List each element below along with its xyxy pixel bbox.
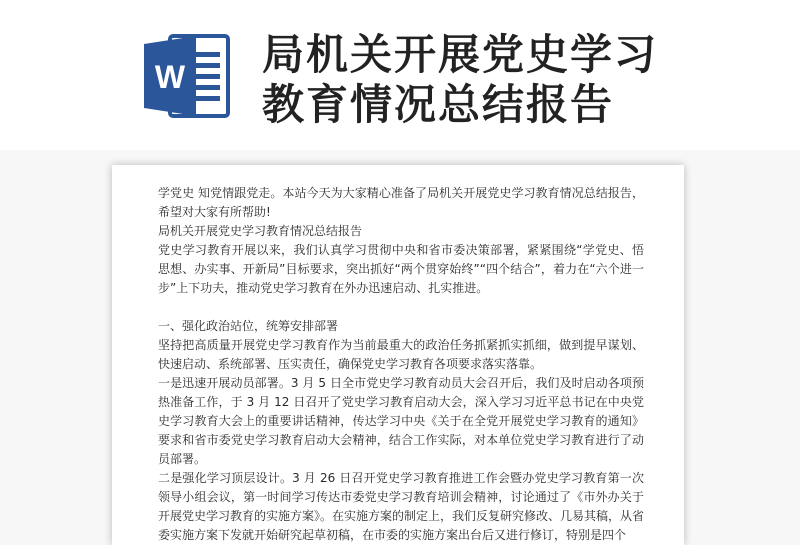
word-icon-letter: W [154,59,186,95]
document-heading: 局机关开展党史学习教育情况总结报告 [158,224,363,238]
page-title [262,30,762,130]
word-document-icon [140,30,232,122]
title-line-2: 教育情况总结报告 [262,80,615,129]
body-paragraph: 一是迅速开展动员部署。3 月 5 日全市党史学习教育动员大会召开后，我们及时启动各项预热准备工作，于 3 月 12 日召开了党史学习教育启动大会，深入学习习近平总书记在中央党史学习教育大会上的重要讲话精神，传达学习中央《关于在全党开展党史学习教育的通知》要求和省市委党史学习教育启动大会精神，结合工作实际，对本单位党史学习教育进行了动员部署。 [158,376,644,466]
document-body [158,184,644,545]
body-paragraph: 党史学习教育开展以来，我们认真学习贯彻中央和省市委决策部署，紧紧围绕“学党史、悟思想、办实事、开新局”目标要求，突出抓好“两个贯穿始终”“四个结合”，着力在“六个进一步”上下功夫，推动党史学习教育在外办迅速启动、扎实推进。 [158,243,644,295]
header-banner [0,0,800,150]
section-heading: 一、强化政治站位，统筹安排部署 [158,319,339,333]
document-page [112,165,684,545]
intro-paragraph: 学党史 知党情跟党走。本站今天为大家精心准备了局机关开展党史学习教育情况总结报告，希望对大家有所帮助! [158,186,644,219]
body-paragraph: 二是强化学习顶层设计。3 月 26 日召开党史学习教育推进工作会暨办党史学习教育第一次领导小组会议，第一时间学习传达市委党史学习教育培训会精神，讨论通过了《市外办关于开展党史学习教育的实施方案》。在实施方案的制定上，我们反复研究修改、几易其稿，从省委实施方案下发就开始研究起草初稿，在市委的实施方案出台后又进行修订，特别是四个 [158,471,645,542]
title-line-1: 局机关开展党史学习 [262,30,659,79]
body-paragraph: 坚持把高质量开展党史学习教育作为当前最重大的政治任务抓紧抓实抓细，做到提早谋划、快速启动、系统部署、压实责任，确保党史学习教育各项要求落实落靠。 [158,338,644,371]
blank-line [158,298,644,317]
